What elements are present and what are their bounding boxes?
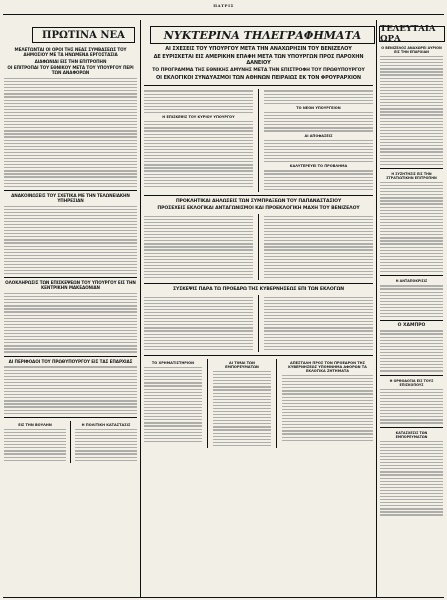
right-headline-4: Ο ΧΑΜΠΡΟ <box>397 323 426 329</box>
left-headline-6: ΑΙ ΠΕΡΙΦΟΔΟΙ ΤΟΥ ΠΡΩΘΥΠΟΥΡΓΟΥ ΕΙΣ ΤΑΣ ΕΠΑΡΧΙΑΣ <box>8 358 133 364</box>
center-subhead-3: ΑΙ ΑΠΟΦΑΣΕΙΣ <box>304 133 333 138</box>
center-middle-columns <box>144 214 373 281</box>
right-section-header <box>379 26 445 42</box>
center-headline-9: ΤΟ ΧΡΗΜΑΤΙΣΤΗΡΙΟΝ <box>151 360 195 365</box>
left-section-title: ΠΡΩΤΙΝΑ ΝΕΑ <box>42 29 125 41</box>
center-upper-right <box>264 89 373 192</box>
masthead-title: ΠΑΤΡΙΣ <box>213 3 234 8</box>
column-divider-right <box>376 20 377 598</box>
center-bottom-right <box>282 359 373 448</box>
left-headline-1: ΜΕΛΕΤΩΝΤΑΙ ΟΙ ΟΡΟΙ ΤΗΣ ΝΕΑΣ ΣΥΜΒΑΣΕΩΣ ΤΟΥ ΔΗΜΟΣΙΟΥ ΜΕ ΤΑ ΗΝΩΜΕΝΑ ΕΡΓΟΣΤΑΣΙΑ <box>14 47 127 57</box>
left-headline-3: ΟΙ ΕΠΙΤΡΟΠΑΙ ΤΟΥ ΕΘΝΙΚΟΥ ΜΕΤΑ ΤΟΥ ΥΠΟΥΡΓΟΥ ΠΕΡΙ ΤΩΝ ΑΝΑΦΟΡΩΝ <box>7 65 134 76</box>
center-lower-columns <box>144 295 373 352</box>
masthead-strip <box>0 0 447 20</box>
left-bottom-split <box>4 421 137 463</box>
left-bottom-b <box>75 421 137 463</box>
center-bottom-area <box>144 359 373 448</box>
center-column <box>144 45 373 598</box>
left-headline-2: ΔΙΑΦΩΝΙΑΙ ΕΙΣ ΤΗΝ ΕΠΙΤΡΟΠΗΝ <box>34 58 107 64</box>
right-column <box>380 44 443 598</box>
left-text-block-4 <box>4 366 137 413</box>
right-headline-2: Η ΣΥΖΗΤΗΣΙΣ ΕΙΣ ΤΗΝ ΣΤΡΑΤΙΩΤΙΚΗΝ ΕΠΙΤΡΟΠΗΝ <box>386 171 437 180</box>
center-headline-7: ΣΥΣΚΕΨΙΣ ΠΑΡΑ ΤΩ ΠΡΟΕΔΡΩ ΤΗΣ ΚΥΒΕΡΝΗΣΕΩΣ ΕΠΙ ΤΩΝ ΕΚΛΟΓΩΝ <box>172 287 345 293</box>
left-column <box>4 46 137 598</box>
center-upper-left <box>144 89 253 192</box>
bottom-rule <box>3 597 444 598</box>
left-section-header <box>32 27 135 43</box>
left-text-block-2 <box>4 206 137 275</box>
center-section-header <box>150 26 375 44</box>
left-text-block-1 <box>4 78 137 187</box>
center-headline-4: ΟΙ ΕΚΛΟΓΙΚΟΙ ΣΥΝΔΥΑΣΜΟΙ ΤΩΝ ΑΘΗΝΩΝ ΠΕΙΡΑΙΩΣ ΕΚ ΤΟΝ ΦΡΟΥΡΑΡΧΙΟΝ <box>156 74 361 81</box>
left-text-block-3 <box>4 293 137 353</box>
right-headline-1: Ο ΒΕΝΙΖΕΛΟΣ ΑΝΑΧΩΡΕΙ ΑΥΡΙΟΝ ΕΙΣ ΤΗΝ ΕΠΑΡΧΙΑΝ <box>381 46 442 54</box>
center-bottom-left <box>144 359 202 448</box>
center-headline-10: ΑΙ ΤΙΜΑΙ ΤΩΝ ΕΜΠΟΡΕΥΜΑΤΩΝ <box>225 360 259 369</box>
left-headline-5: ΟΛΟΚΛΗΡΩΣΙΣ ΤΩΝ ΕΠΙΣΚΕΨΕΩΝ ΤΟΥ ΥΠΟΥΡΓΟΥ ΕΙΣ ΤΗΝ ΚΕΝΤΡΙΚΗΝ ΜΑΚΕΔΟΝΙΑΝ <box>5 280 136 291</box>
center-headline-3: ΤΟ ΠΡΟΓΡΑΜΜΑ ΤΗΣ ΕΘΝΙΚΗΣ ΑΜΥΝΗΣ ΜΕΤΑ ΤΗΝ ΕΠΙΣΤΡΟΦΗ ΤΟΥ ΠΡΩΘΥΠΟΥΡΓΟΥ <box>152 68 365 74</box>
column-divider-left <box>140 20 141 598</box>
center-bottom-mid <box>213 359 271 448</box>
center-headline-2: ΔΕ ΕΥΡΙΣΚΕΤΑΙ ΕΙΣ ΑΜΕΡΙΚΗΝ ΕΠΑΦΗ ΜΕΤΑ ΤΩΝ ΥΠΟΥΡΓΩΝ ΠΡΟΣ ΠΑΡΟΧΗΝ ΔΑΝΕΙΟΥ <box>153 53 364 66</box>
right-headline-3: Η ΑΝΤΑΠΟΚΡΙΣΙΣ <box>395 279 428 284</box>
right-headline-6: ΚΑΤΑΣΧΕΣΙΣ ΤΩΝ ΕΜΠΟΡΕΥΜΑΤΩΝ <box>395 430 428 439</box>
center-headline-5: ΠΡΟΚΛΗΤΙΚΑΙ ΔΗΛΩΣΕΙΣ ΤΩΝ ΣΥΜΠΡΑΞΕΩΝ ΤΟΥ ΠΑΠΑΝΑΣΤΑΣΙΟΥ <box>175 198 342 204</box>
center-headline-6: ΠΡΟΣΕΧΕΙΣ ΕΚΛΟΓΙΚΑΙ ΑΝΤΑΓΩΝΙΣΜΟΙ ΚΑΙ ΠΡΟΕΚΛΟΓΙΚΗ ΜΑΧΗ ΤΟΥ ΒΕΝΙΖΕΛΟΥ <box>157 206 360 212</box>
left-headline-8: Η ΠΟΛΙΤΙΚΗ ΚΑΤΑΣΤΑΣΙΣ <box>81 422 131 427</box>
center-subhead-1: Η ΕΠΙΣΚΕΨΙΣ ΤΟΥ ΚΥΡΙΟΥ ΥΠΟΥΡΓΟΥ <box>162 115 235 120</box>
right-section-title: ΤΕΛΕΥΤΑΙΑ ΩΡΑ <box>380 24 436 44</box>
top-rule <box>3 14 444 15</box>
left-bottom-a <box>4 421 66 463</box>
center-section-title: ΝΥΚΤΕΡΙΝΑ ΤΗΛΕΓΡΑΦΗΜΑΤΑ <box>163 28 362 42</box>
left-headline-4: ΑΝΑΚΟΙΝΩΣΕΙΣ ΤΟΥ ΣΧΕΤΙΚΑ ΜΕ ΤΗΝ ΤΕΛΩΝΕΙΑΚΗΝ ΥΠΗΡΕΣΙΑΝ <box>11 192 130 203</box>
center-upper-columns <box>144 89 373 192</box>
center-headline-8: ΑΠΕΣΤΑΛΗ ΠΡΟΣ ΤΟΝ ΠΡΟΕΔΡΟΝ ΤΗΣ ΚΥΒΕΡΝΗΣΕΩΣ ΥΠΟΜΝΗΜΑ ΑΦΟΡΩΝ ΤΑ ΕΚΛΟΓΙΚΑ ΖΗΤΗΜΑΤΑ <box>288 360 367 373</box>
left-headline-7: ΕΙΣ ΤΗΝ ΒΟΥΛΗΝ <box>18 422 52 427</box>
center-subhead-2: ΤΟ ΝΕΟΝ ΥΠΟΥΡΓΕΙΟΝ <box>296 105 341 110</box>
right-headline-5: Η ΟΡΘΟΔΟΞΙΑ ΕΙΣ ΤΟΥΣ ΕΠΙΣΚΟΠΟΥΣ <box>389 378 434 387</box>
center-subhead-4: ΚΑΛΥΤΕΡΕΥΕΙ ΤΟ ΠΡΟΒΛΗΜΑ <box>289 164 348 169</box>
center-headline-1: ΑΙ ΣΧΕΣΕΙΣ ΤΟΥ ΥΠΟΥΡΓΟΥ ΜΕΤΑ ΤΗΝ ΑΝΑΧΩΡΗΣΙΝ ΤΟΥ ΒΕΝΙΖΕΛΟΥ <box>165 46 352 52</box>
